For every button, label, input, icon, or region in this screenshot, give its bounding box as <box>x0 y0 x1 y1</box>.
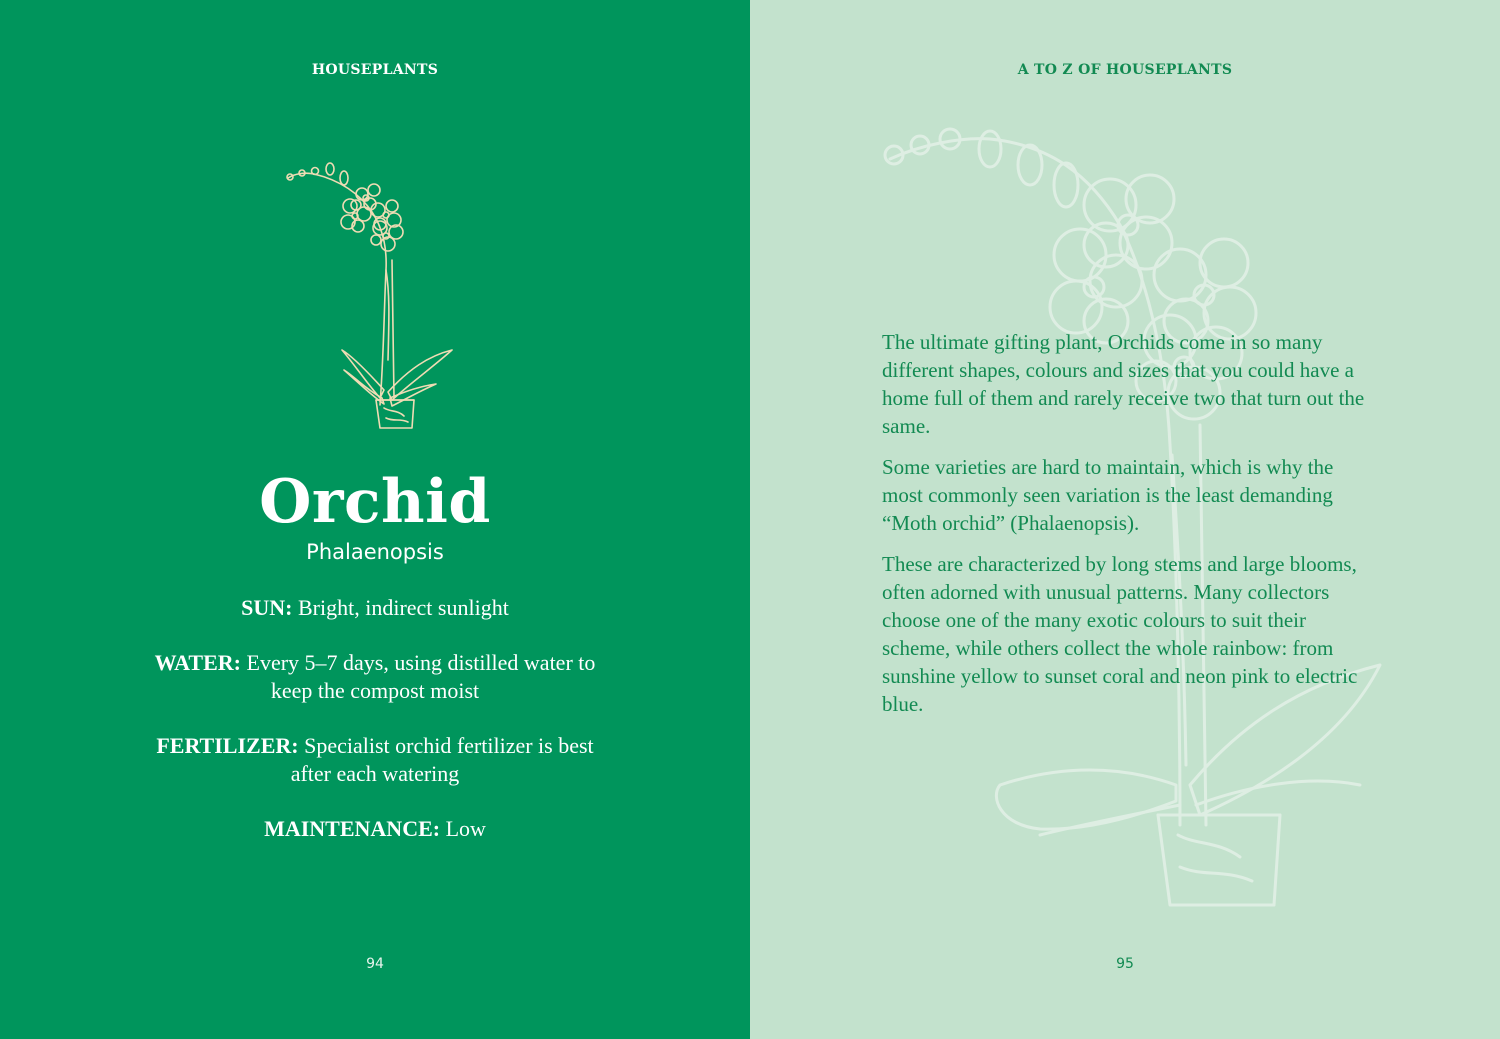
care-item-maintenance <box>150 815 600 843</box>
care-label: WATER: <box>154 650 241 675</box>
care-text: Bright, indirect sunlight <box>298 595 509 620</box>
page-number-right: 95 <box>1116 956 1134 972</box>
body-paragraph: These are characterized by long stems and large blooms, often adorned with unusual patterns. Many collectors choose one of the many exotic colours to suit their scheme, while others collect the whole rainbow: from sunshine yellow to sunset coral and neon pink to electric blue. <box>882 552 1358 716</box>
care-text: Specialist orchid fertilizer is best after each watering <box>290 733 594 786</box>
care-item-sun <box>150 594 600 622</box>
care-text: Every 5–7 days, using distilled water to keep the compost moist <box>246 650 596 703</box>
orchid-plant-icon <box>280 160 460 435</box>
latin-name: Phalaenopsis <box>306 540 444 564</box>
body-text <box>882 328 1372 731</box>
care-label: FERTILIZER: <box>156 733 299 758</box>
plant-name: Orchid <box>259 467 491 537</box>
care-text: Low <box>445 816 486 841</box>
right-page <box>750 0 1500 1039</box>
care-label: MAINTENANCE: <box>264 816 441 841</box>
care-item-fertilizer <box>150 732 600 788</box>
care-item-water <box>150 649 600 705</box>
care-list <box>150 594 600 870</box>
running-head-right: A TO Z OF HOUSEPLANTS <box>1017 62 1233 78</box>
running-head-left: HOUSEPLANTS <box>311 62 439 78</box>
care-label: SUN: <box>241 595 293 620</box>
page-number-left: 94 <box>366 956 384 972</box>
body-paragraph: Some varieties are hard to maintain, which is why the most commonly seen variation is the least demanding “Moth orchid” (Phalaenopsis). <box>882 455 1334 535</box>
body-paragraph: The ultimate gifting plant, Orchids come in so many different shapes, colours and sizes that you could have a home full of them and rarely receive two that turn out the same. <box>882 330 1365 438</box>
